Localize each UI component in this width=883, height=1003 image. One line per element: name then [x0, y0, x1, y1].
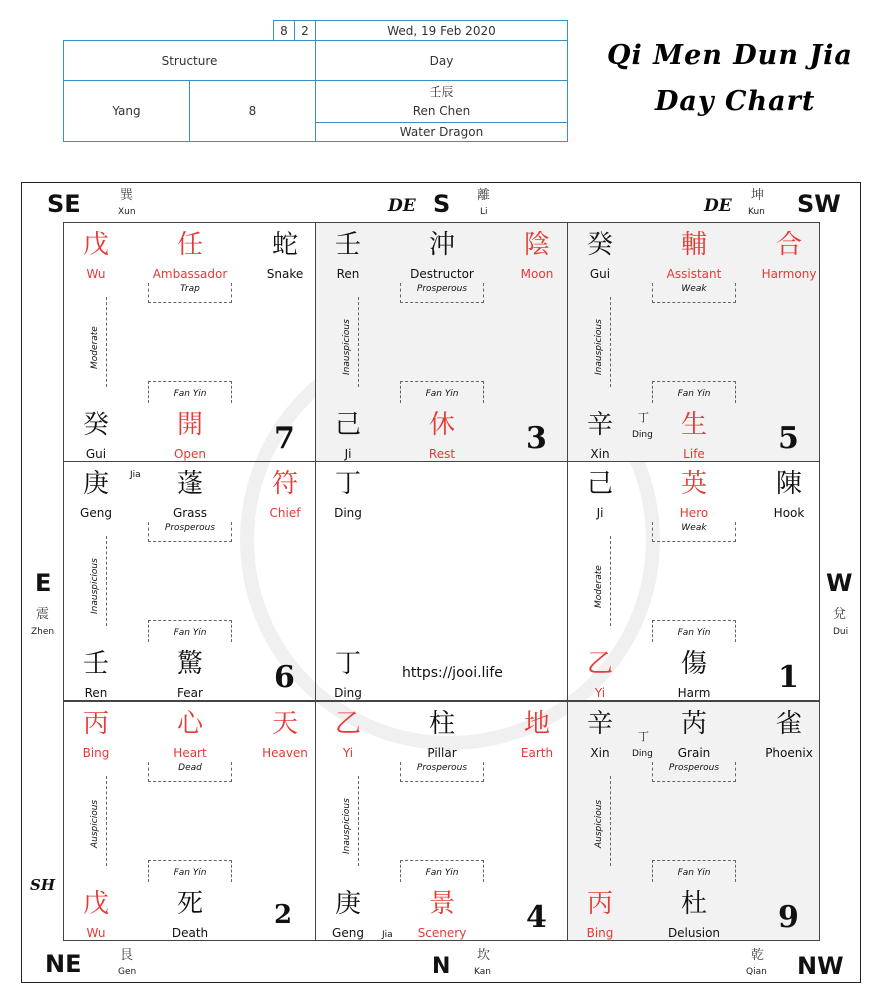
- star-state: Dead: [148, 762, 232, 782]
- god-name: Earth: [520, 746, 554, 760]
- trigram-xun-cn: 巽: [120, 188, 134, 203]
- earth-stem: Wu: [86, 926, 106, 940]
- earth-stem-cn: 己: [334, 410, 361, 440]
- earth-stem: Gui: [85, 447, 107, 461]
- god-cn: 合: [775, 230, 802, 260]
- side-state: Auspicious: [90, 799, 100, 848]
- dir-n: N: [432, 954, 451, 979]
- structure-label: Structure: [63, 40, 316, 81]
- star-name: Hero: [679, 506, 709, 520]
- door-cn: 傷: [680, 649, 707, 679]
- star-cn: 柱: [428, 709, 455, 739]
- center-top-cn: 丁: [334, 469, 361, 499]
- god-name: Heaven: [262, 746, 308, 760]
- earth-stem-cn: 辛: [586, 410, 613, 440]
- star-cn: 心: [176, 709, 203, 739]
- extra-stem-cn: 丁: [638, 730, 649, 743]
- door-cn: 生: [680, 410, 707, 440]
- star-state: Weak: [652, 283, 736, 303]
- yinyang-value: Yang: [63, 80, 190, 142]
- god-name: Harmony: [761, 267, 817, 281]
- trigram-dui: Dui: [833, 627, 849, 637]
- palace-4[interactable]: [315, 701, 568, 941]
- star-state: Prosperous: [652, 762, 736, 782]
- door-name: Death: [171, 926, 209, 940]
- center-top: Ding: [334, 506, 362, 520]
- trigram-zhen: Zhen: [31, 627, 55, 637]
- day-pillar-cn: 壬辰: [429, 84, 454, 99]
- palace-number: 6: [274, 660, 295, 695]
- structure-number: 8: [189, 80, 316, 142]
- side-state: Auspicious: [594, 799, 604, 848]
- site-url[interactable]: https://jooi.life: [402, 665, 503, 681]
- star-cn: 蓬: [176, 469, 203, 499]
- palace-3[interactable]: [315, 222, 568, 462]
- de-marker-s: DE: [388, 196, 416, 216]
- star-cn: 英: [680, 469, 707, 499]
- trigram-li-cn: 離: [477, 188, 491, 203]
- extra-stem: Ding: [632, 430, 653, 440]
- heaven-stem: Wu: [86, 267, 106, 281]
- palace-number: 9: [778, 900, 799, 935]
- header-num-1: 8: [273, 20, 295, 41]
- trigram-kan: Kan: [474, 967, 491, 977]
- earth-stem: Ji: [344, 447, 352, 461]
- fan-yin: Fan Yin: [148, 860, 232, 882]
- side-state: Inauspicious: [90, 558, 100, 614]
- palace-9[interactable]: [567, 701, 820, 941]
- trigram-li: Li: [480, 207, 488, 217]
- side-state: Inauspicious: [342, 798, 352, 854]
- heaven-stem: Geng: [80, 506, 112, 520]
- day-pillar-en: Ren Chen: [412, 103, 471, 118]
- earth-stem-cn: 庚: [334, 889, 361, 919]
- side-state: Moderate: [90, 326, 100, 369]
- star-name: Ambassador: [152, 267, 228, 281]
- heaven-stem-cn: 辛: [586, 709, 613, 739]
- star-cn: 沖: [428, 230, 455, 260]
- dir-w: W: [826, 569, 853, 597]
- palace-number: 5: [778, 421, 799, 456]
- extra-stem: Ding: [632, 749, 653, 759]
- trigram-qian-cn: 乾: [751, 948, 765, 963]
- earth-stem: Geng: [332, 926, 364, 940]
- trigram-gen-cn: 艮: [120, 948, 134, 963]
- dir-nw: NW: [797, 952, 844, 980]
- door-name: Fear: [177, 686, 203, 700]
- chart-title: Qi Men Dun Jia: [607, 40, 853, 71]
- dir-se: SE: [47, 190, 81, 218]
- earth-stem: Ren: [84, 686, 108, 700]
- heaven-stem-cn: 己: [586, 469, 613, 499]
- trigram-zhen-cn: 震: [36, 607, 50, 622]
- divider-line: [610, 776, 611, 866]
- door-cn: 杜: [680, 889, 707, 919]
- trigram-kun-cn: 坤: [751, 188, 765, 203]
- palace-number: 4: [526, 900, 547, 935]
- de-marker-sw: DE: [704, 196, 732, 216]
- star-cn: 芮: [680, 709, 707, 739]
- door-cn: 驚: [176, 649, 203, 679]
- center-bottom: Ding: [334, 686, 362, 700]
- palace-6[interactable]: [63, 461, 316, 701]
- god-cn: 符: [271, 469, 298, 499]
- earth-stem-cn: 乙: [586, 649, 613, 679]
- god-name: Phoenix: [765, 746, 813, 760]
- god-cn: 陰: [523, 230, 550, 260]
- star-name: Pillar: [427, 746, 457, 760]
- god-cn: 陳: [775, 469, 802, 499]
- god-cn: 雀: [775, 709, 802, 739]
- trigram-qian: Qian: [746, 967, 767, 977]
- divider-line: [610, 297, 611, 387]
- god-cn: 蛇: [271, 230, 298, 260]
- door-cn: 景: [428, 889, 455, 919]
- door-name: Harm: [677, 686, 711, 700]
- star-name: Grass: [172, 506, 208, 520]
- god-cn: 天: [271, 709, 298, 739]
- trigram-kan-cn: 坎: [477, 948, 491, 963]
- fan-yin: Fan Yin: [652, 381, 736, 403]
- trigram-kun: Kun: [748, 207, 765, 217]
- heaven-stem: Gui: [589, 267, 611, 281]
- earth-stem-cn: 壬: [82, 649, 109, 679]
- center-bottom-cn: 丁: [334, 649, 361, 679]
- heaven-stem-cn: 戊: [82, 230, 109, 260]
- star-name: Grain: [677, 746, 711, 760]
- extra-stem-cn: 丁: [638, 411, 649, 424]
- palace-7[interactable]: [63, 222, 316, 462]
- palace-center[interactable]: [315, 461, 568, 701]
- jia-marker: Jia: [382, 930, 393, 940]
- palace-2[interactable]: [63, 701, 316, 941]
- dir-e: E: [35, 569, 52, 597]
- heaven-stem-cn: 乙: [334, 709, 361, 739]
- day-pillar: [315, 80, 568, 123]
- header-num-2: 2: [294, 20, 316, 41]
- dir-ne: NE: [45, 950, 82, 978]
- god-name: Chief: [269, 506, 301, 520]
- god-cn: 地: [523, 709, 550, 739]
- star-name: Assistant: [666, 267, 722, 281]
- chart-subtitle: Day Chart: [655, 86, 816, 117]
- fan-yin: Fan Yin: [148, 381, 232, 403]
- side-state: Inauspicious: [594, 319, 604, 375]
- star-cn: 任: [176, 230, 203, 260]
- divider-line: [106, 536, 107, 626]
- star-state: Prosperous: [400, 283, 484, 303]
- star-state: Prosperous: [148, 522, 232, 542]
- dir-sw: SW: [797, 190, 841, 218]
- jia-marker: Jia: [130, 470, 141, 480]
- palace-number: 3: [526, 421, 547, 456]
- earth-stem: Bing: [586, 926, 614, 940]
- earth-stem-cn: 丙: [586, 889, 613, 919]
- star-state: Trap: [148, 283, 232, 303]
- heaven-stem: Xin: [590, 746, 610, 760]
- star-name: Destructor: [410, 267, 474, 281]
- heaven-stem: Yi: [342, 746, 354, 760]
- dir-s: S: [433, 190, 451, 218]
- palace-5[interactable]: [567, 222, 820, 462]
- fan-yin: Fan Yin: [652, 860, 736, 882]
- star-name: Heart: [173, 746, 207, 760]
- god-name: Hook: [773, 506, 805, 520]
- door-name: Rest: [428, 447, 456, 461]
- header-date: Wed, 19 Feb 2020: [315, 20, 568, 41]
- door-cn: 休: [428, 410, 455, 440]
- side-state: Moderate: [594, 565, 604, 608]
- divider-line: [358, 297, 359, 387]
- heaven-stem-cn: 壬: [334, 230, 361, 260]
- divider-line: [610, 536, 611, 626]
- palace-number: 1: [778, 660, 799, 695]
- heaven-stem-cn: 庚: [82, 469, 109, 499]
- star-cn: 輔: [680, 230, 707, 260]
- earth-stem-cn: 戊: [82, 889, 109, 919]
- trigram-gen: Gen: [118, 967, 137, 977]
- trigram-xun: Xun: [118, 207, 136, 217]
- trigram-dui-cn: 兌: [833, 607, 847, 622]
- heaven-stem-cn: 丙: [82, 709, 109, 739]
- fan-yin: Fan Yin: [400, 860, 484, 882]
- day-element: Water Dragon: [315, 122, 568, 142]
- door-name: Scenery: [417, 926, 467, 940]
- heaven-stem: Ji: [596, 506, 604, 520]
- door-name: Life: [683, 447, 705, 461]
- fan-yin: Fan Yin: [652, 620, 736, 642]
- earth-stem: Yi: [594, 686, 606, 700]
- side-state: Inauspicious: [342, 319, 352, 375]
- door-cn: 開: [176, 410, 203, 440]
- sh-marker: SH: [30, 876, 56, 894]
- divider-line: [106, 776, 107, 866]
- door-cn: 死: [176, 889, 203, 919]
- heaven-stem: Ren: [336, 267, 360, 281]
- god-name: Moon: [520, 267, 554, 281]
- divider-line: [358, 776, 359, 866]
- palace-number: 7: [274, 421, 295, 456]
- fan-yin: Fan Yin: [400, 381, 484, 403]
- day-label: Day: [315, 40, 568, 81]
- star-state: Prosperous: [400, 762, 484, 782]
- door-name: Open: [173, 447, 207, 461]
- heaven-stem-cn: 癸: [586, 230, 613, 260]
- palace-1[interactable]: [567, 461, 820, 701]
- heaven-stem: Bing: [82, 746, 110, 760]
- fan-yin: Fan Yin: [148, 620, 232, 642]
- palace-number: 2: [274, 900, 293, 930]
- god-name: Snake: [266, 267, 304, 281]
- earth-stem: Xin: [590, 447, 610, 461]
- star-state: Weak: [652, 522, 736, 542]
- earth-stem-cn: 癸: [82, 410, 109, 440]
- divider-line: [106, 297, 107, 387]
- door-name: Delusion: [667, 926, 721, 940]
